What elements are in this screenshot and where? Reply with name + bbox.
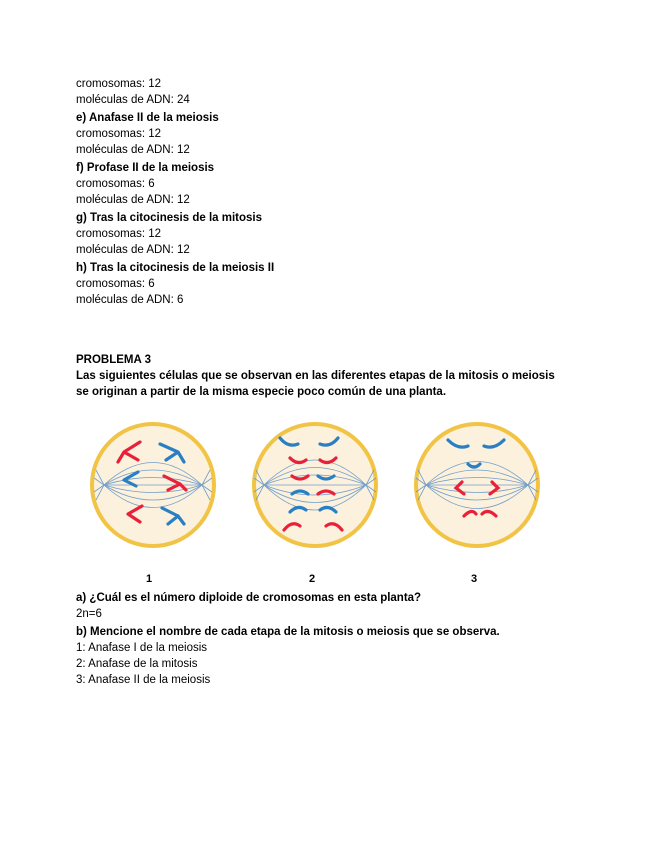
answer-line: moléculas de ADN: 12 bbox=[76, 244, 190, 256]
section-heading-g: g) Tras la citocinesis de la mitosis bbox=[76, 212, 262, 224]
question-a: a) ¿Cuál es el número diploide de cromosomas en esta planta? bbox=[76, 592, 422, 604]
section-heading-e: e) Anafase II de la meiosis bbox=[76, 112, 219, 124]
cell-label-3: 3 bbox=[471, 573, 478, 585]
question-b: b) Mencione el nombre de cada etapa de la mitosis o meiosis que se observa. bbox=[76, 626, 500, 638]
problem-title: PROBLEMA 3 bbox=[76, 354, 151, 366]
answer-a: 2n=6 bbox=[76, 608, 102, 620]
problem-statement: Las siguientes células que se observan en las diferentes etapas de la mitosis o meiosis bbox=[76, 370, 555, 382]
section-heading-f: f) Profase II de la meiosis bbox=[76, 162, 215, 174]
cell-diagram-1 bbox=[88, 420, 218, 550]
problem-statement: se originan a partir de la misma especie poco común de una planta. bbox=[76, 386, 447, 398]
answer-line: moléculas de ADN: 24 bbox=[76, 94, 190, 106]
answer-line: moléculas de ADN: 12 bbox=[76, 144, 190, 156]
answer-b-item: 1: Anafase I de la meiosis bbox=[76, 642, 208, 654]
answer-b-item: 2: Anafase de la mitosis bbox=[76, 658, 198, 670]
section-heading-h: h) Tras la citocinesis de la meiosis II bbox=[76, 262, 275, 274]
cell-diagram-2 bbox=[250, 420, 380, 550]
answer-b-item: 3: Anafase II de la meiosis bbox=[76, 674, 211, 686]
cell-label-2: 2 bbox=[309, 573, 316, 585]
answer-line: cromosomas: 12 bbox=[76, 78, 162, 90]
answer-line: moléculas de ADN: 12 bbox=[76, 194, 190, 206]
answer-line: moléculas de ADN: 6 bbox=[76, 294, 184, 306]
answer-line: cromosomas: 6 bbox=[76, 278, 155, 290]
cell-diagram-3 bbox=[412, 420, 542, 550]
answer-line: cromosomas: 12 bbox=[76, 228, 162, 240]
answer-line: cromosomas: 12 bbox=[76, 128, 162, 140]
cell-label-1: 1 bbox=[146, 573, 153, 585]
answer-line: cromosomas: 6 bbox=[76, 178, 155, 190]
